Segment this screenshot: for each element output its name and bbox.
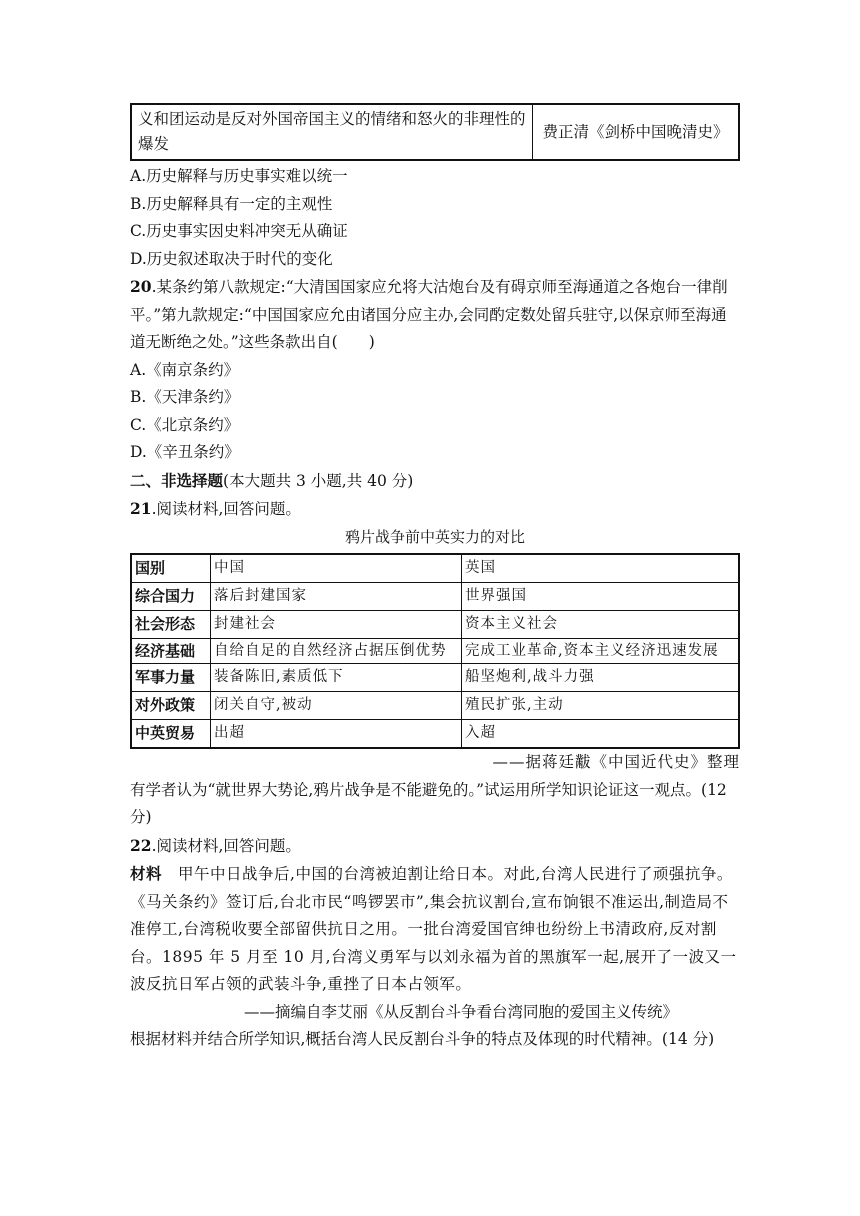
- page-content: [130, 103, 740, 1054]
- historical-view-table: [130, 103, 740, 161]
- china-cell: 闭关自守,被动: [211, 692, 462, 720]
- q22-source: ——摘编自李艾丽《从反割台斗争看台湾同胞的爱国主义传统》: [244, 1002, 679, 1021]
- q19-options: [130, 163, 740, 273]
- table-row: [131, 583, 739, 611]
- table-row: [131, 104, 739, 160]
- view-text: 义和团运动是反对外国帝国主义的情绪和怒火的非理性的爆发: [131, 104, 533, 160]
- q22-material: [130, 860, 740, 999]
- britain-cell: 资本主义社会: [462, 611, 740, 639]
- q21-question: 有学者认为“就世界大势论,鸦片战争是不能避免的。”试运用所学知识论证这一观点。(12 分): [130, 780, 727, 826]
- section-title: 二、非选择题: [130, 470, 224, 490]
- q22-text: .阅读材料,回答问题。: [151, 836, 301, 855]
- table-row: [131, 611, 739, 639]
- comparison-table: [130, 553, 740, 749]
- q20-option-b: B.《天津条约》: [130, 388, 240, 406]
- section-note: (本大题共 3 小题,共 40 分): [223, 471, 414, 490]
- q20-text: .某条约第八款规定:“大清国国家应允将大沽炮台及有碍京师至海通道之各炮台一律削平。”第九款规定:“中国国家应允由诸国分应主办,会同酌定数处留兵驻守,以保京师至海通道无断绝之处。”这些条款出自( ): [130, 278, 728, 351]
- q20-option-a: A.《南京条约》: [130, 360, 240, 379]
- table-row: [131, 692, 739, 720]
- row-label: 军事力量: [131, 664, 211, 692]
- table-row: [131, 554, 739, 583]
- row-label: 中英贸易: [131, 720, 211, 749]
- q20-option-c: C.《北京条约》: [130, 415, 240, 434]
- china-cell: 出超: [211, 720, 462, 749]
- britain-cell: 入超: [462, 720, 740, 749]
- option-d: D.历史叙述取决于时代的变化: [130, 249, 333, 268]
- china-cell: 中国: [211, 554, 462, 583]
- britain-cell: 殖民扩张,主动: [462, 692, 740, 720]
- britain-cell: 船坚炮利,战斗力强: [462, 664, 740, 692]
- q20-option-d: D.《辛丑条约》: [130, 443, 240, 461]
- row-label: 经济基础: [131, 639, 211, 664]
- comparison-table-title: 鸦片战争前中英实力的对比: [344, 527, 525, 546]
- row-label: 国别: [131, 554, 211, 583]
- britain-cell: 完成工业革命,资本主义经济迅速发展: [462, 639, 740, 664]
- q21-text: .阅读材料,回答问题。: [151, 500, 301, 518]
- row-label: 对外政策: [131, 692, 211, 720]
- q21-source: ——据蒋廷黻《中国近代史》整理: [492, 753, 740, 771]
- material-text: 甲午中日战争后,中国的台湾被迫割让给日本。对此,台湾人民进行了顽强抗争。《马关条约》签订后,台北市民“鸣锣罢市”,集会抗议割台,宣布饷银不准运出,制造局不准停工,台湾税收要全部留供抗日之用。一批台湾爱国官绅也纷纷上书清政府,反对割台。1895 年 5 月至 10 月,台湾义勇军与以刘永福为首的黑旗军一起,展开了一波又一波反抗日军占领的武装斗争,重挫了日本占领军。: [130, 865, 737, 993]
- q22-question: 根据材料并结合所学知识,概括台湾人民反割台斗争的特点及体现的时代精神。(14 分): [130, 1030, 715, 1048]
- table-row: [131, 664, 739, 692]
- row-label: 综合国力: [131, 583, 211, 611]
- option-c: C.历史事实因史料冲突无从确证: [130, 222, 348, 240]
- row-label: 社会形态: [131, 611, 211, 639]
- q20-stem: [130, 273, 740, 357]
- china-cell: 装备陈旧,素质低下: [211, 664, 462, 692]
- britain-cell: 英国: [462, 554, 740, 583]
- table-row: [131, 639, 739, 664]
- q22-number: 22: [130, 835, 152, 855]
- section-heading: [130, 467, 740, 496]
- table-row: [131, 720, 739, 749]
- china-cell: 自给自足的自然经济占据压倒优势: [211, 639, 462, 664]
- q21-number: 21: [130, 499, 152, 518]
- q22-stem: [130, 832, 740, 861]
- q20-number: 20: [130, 277, 152, 296]
- britain-cell: 世界强国: [462, 583, 740, 611]
- china-cell: 封建社会: [211, 611, 462, 639]
- option-b: B.历史解释具有一定的主观性: [130, 194, 333, 213]
- material-label: 材料: [130, 864, 163, 883]
- view-source: 费正清《剑桥中国晚清史》: [533, 104, 740, 160]
- option-a: A.历史解释与历史事实难以统一: [130, 167, 348, 185]
- q21-stem: [130, 495, 740, 524]
- china-cell: 落后封建国家: [211, 583, 462, 611]
